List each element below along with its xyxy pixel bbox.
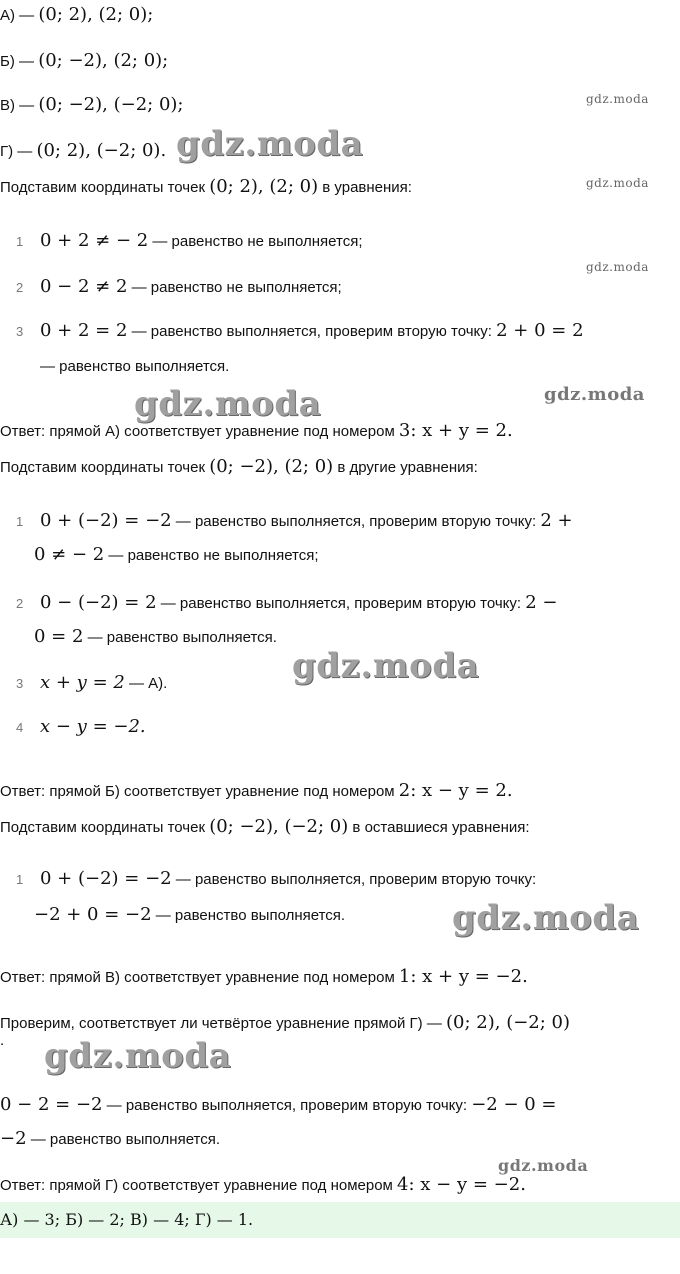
section4-answer: Ответ: прямой Г) соответствует уравнение под номером 4: x − y = −2. [0,1174,526,1195]
option-a: А) — (0; 2), (2; 0); [0,4,154,25]
section1-answer: Ответ: прямой А) соответствует уравнение под номером 3: x + y = 2. [0,420,513,441]
watermark-logo: gdz.moda [292,646,480,686]
list-item: 0 − 2 ≠ 2 — равенство не выполняется; [40,276,342,297]
list-item: x + y = 2 — А). [40,672,168,693]
section3-answer: Ответ: прямой В) соответствует уравнение под номером 1: x + y = −2. [0,966,528,987]
watermark-logo: gdz.moda [452,898,640,938]
watermark-logo: gdz.moda [586,260,649,274]
section4-line1: 0 − 2 = −2 — равенство выполняется, проверим вторую точку: −2 − 0 = [0,1094,557,1115]
watermark-logo: gdz.moda [586,92,649,106]
list-item: 0 + (−2) = −2 — равенство выполняется, проверим вторую точку: 2 + [40,510,573,531]
list-number: 3 [16,676,24,691]
list-item: 0 + 2 = 2 — равенство выполняется, проверим вторую точку: 2 + 0 = 2 [40,320,584,341]
list-number: 3 [16,324,24,339]
final-answer: А) — 3; Б) — 2; В) — 4; Г) — 1. [0,1210,254,1229]
list-item-cont: −2 + 0 = −2 — равенство выполняется. [34,904,346,925]
watermark-logo: gdz.moda [134,384,322,424]
watermark-logo: gdz.moda [176,124,364,164]
list-item-cont: 0 ≠ − 2 — равенство не выполняется; [34,544,319,565]
list-number: 1 [16,514,24,529]
list-item-cont: — равенство выполняется. [40,358,230,375]
section3-intro: Подставим координаты точек (0; −2), (−2; 0) в оставшиеся уравнения: [0,816,530,837]
watermark-logo: gdz.moda [44,1036,232,1076]
list-number: 4 [16,720,24,735]
option-v: В) — (0; −2), (−2; 0); [0,94,184,115]
list-item-cont: 0 = 2 — равенство выполняется. [34,626,277,647]
list-item: 0 + 2 ≠ − 2 — равенство не выполняется; [40,230,363,251]
section4-intro: Проверим, соответствует ли четвёртое уравнение прямой Г) — (0; 2), (−2; 0) [0,1012,571,1033]
list-number: 2 [16,280,24,295]
section2-intro: Подставим координаты точек (0; −2), (2; 0) в другие уравнения: [0,456,478,477]
list-number: 2 [16,596,24,611]
watermark-logo: gdz.moda [498,1156,589,1175]
watermark-logo: gdz.moda [544,384,645,405]
section1-intro: Подставим координаты точек (0; 2), (2; 0) в уравнения: [0,176,412,197]
list-number: 1 [16,234,24,249]
option-b: Б) — (0; −2), (2; 0); [0,50,169,71]
option-g: Г) — (0; 2), (−2; 0). [0,140,167,161]
list-item: x − y = −2. [40,716,146,737]
list-item: 0 − (−2) = 2 — равенство выполняется, проверим вторую точку: 2 − [40,592,558,613]
list-number: 1 [16,872,24,887]
watermark-logo: gdz.moda [586,176,649,190]
section4-intro-end: . [0,1032,5,1049]
list-item: 0 + (−2) = −2 — равенство выполняется, проверим вторую точку: [40,868,537,889]
section2-answer: Ответ: прямой Б) соответствует уравнение под номером 2: x − y = 2. [0,780,513,801]
section4-line2: −2 — равенство выполняется. [0,1128,221,1149]
